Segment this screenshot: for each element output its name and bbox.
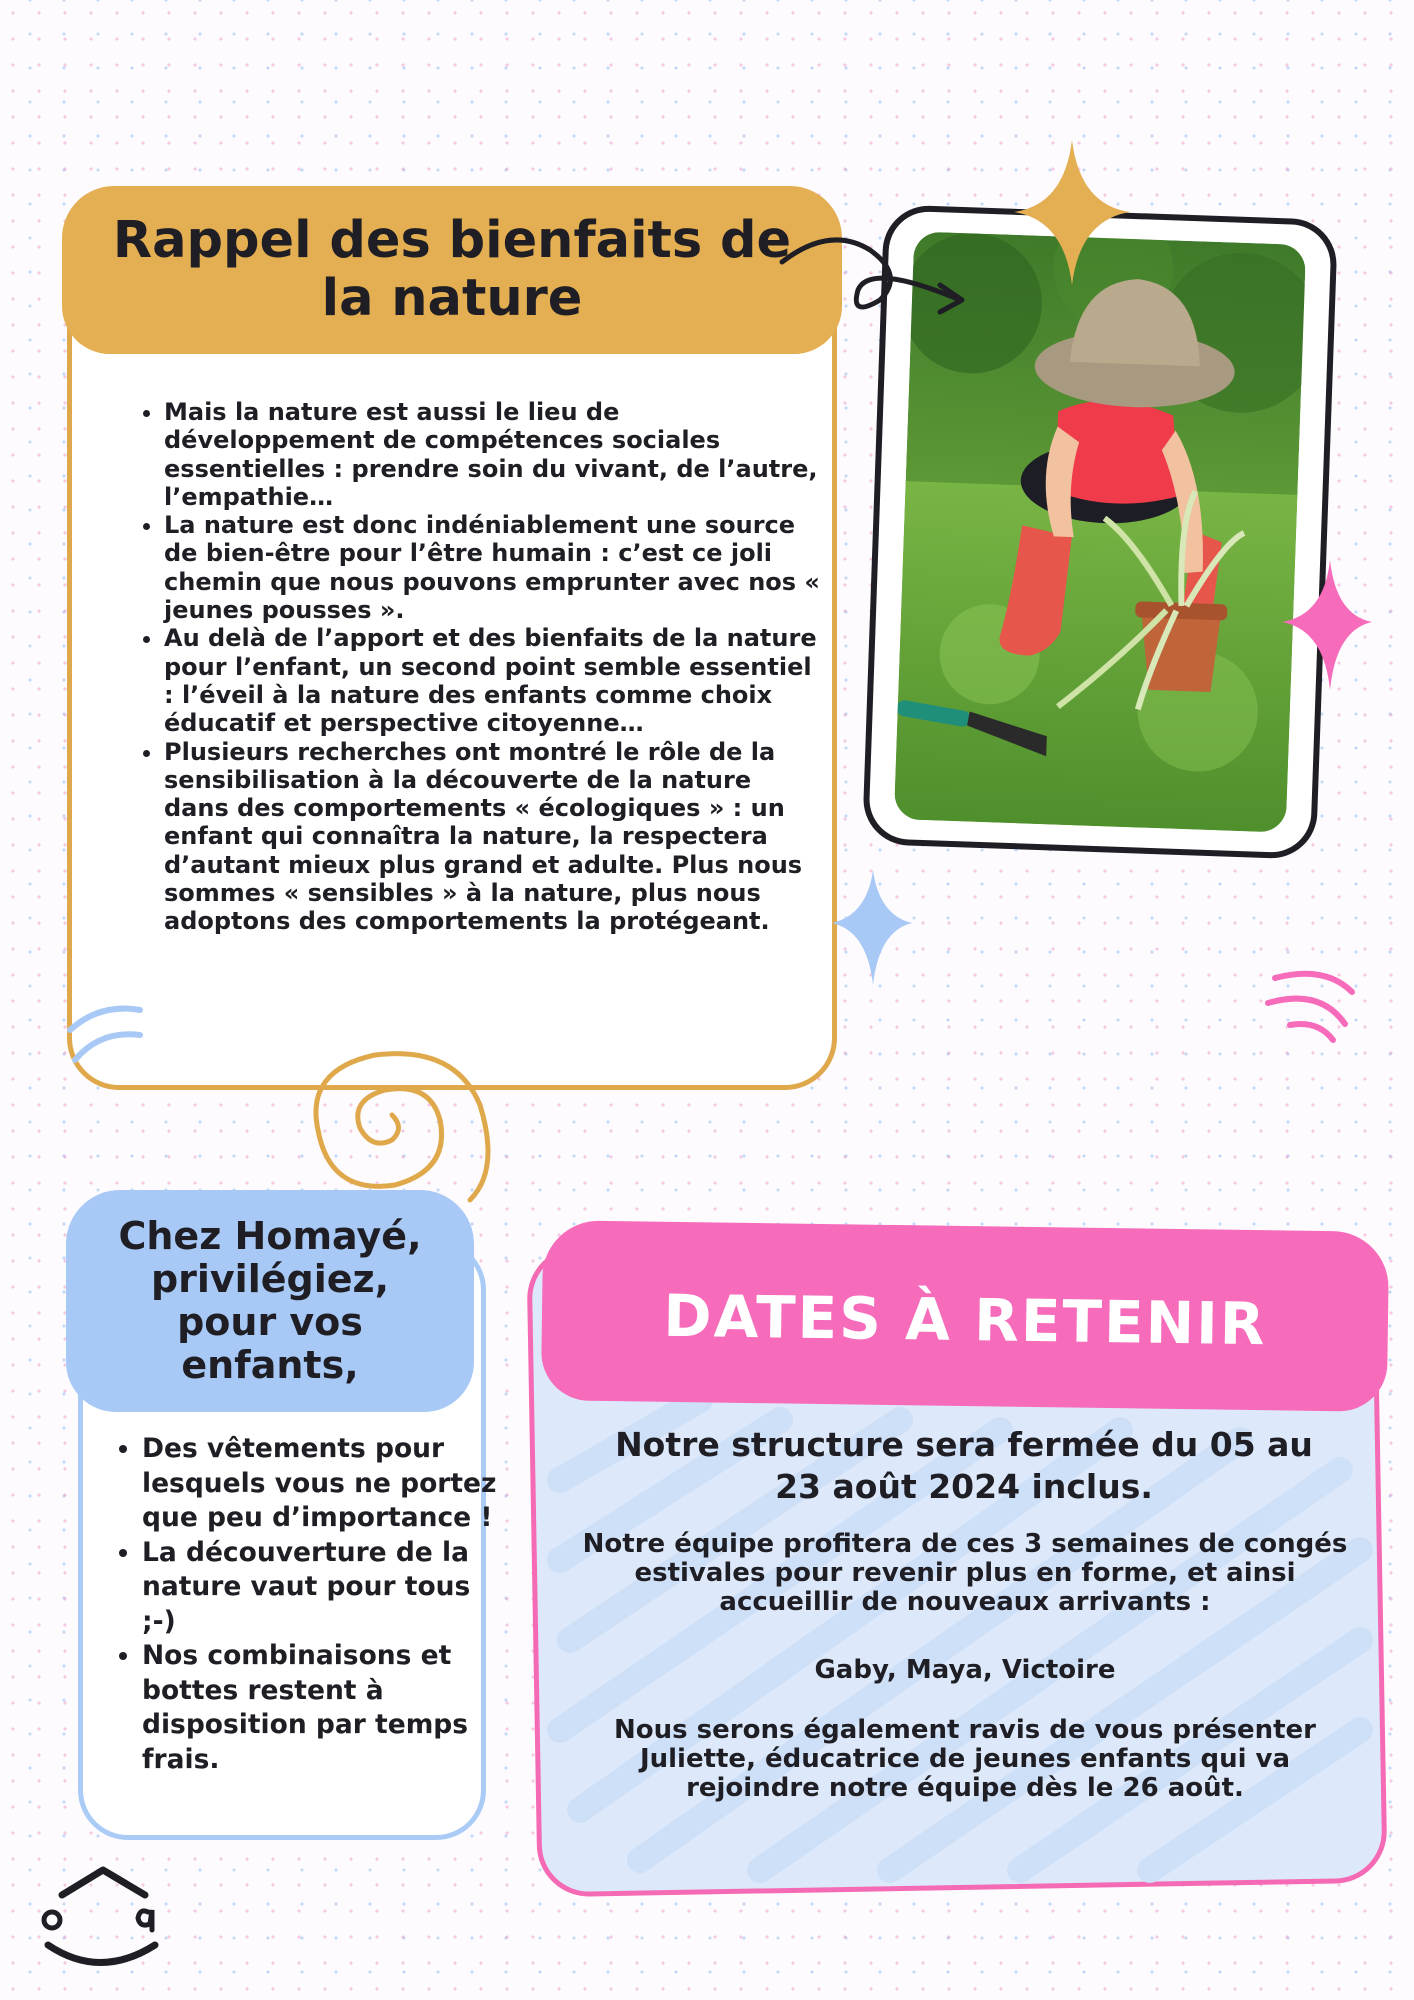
new-educator-text: Nous serons également ravis de vous présenter Juliette, éducatrice de jeunes enfants qui va rejoindre notre équipe dès le 26 août. (613, 1715, 1316, 1803)
arc-decoration-icon (1268, 999, 1345, 1024)
homaye-card-header (66, 1190, 474, 1412)
list-item: • Des vêtements pour lesquels vous ne portez que peu d’importance ! (142, 1432, 502, 1536)
child-gardening-photo (894, 231, 1306, 832)
dates-card-header (541, 1220, 1389, 1412)
arc-decoration-icon (1275, 974, 1352, 992)
nature-card-title: Rappel des bienfaits de la nature (112, 211, 792, 328)
nature-card-header (62, 186, 842, 354)
homaye-logo-icon (44, 1870, 155, 1963)
list-item: • Nos combinaisons et bottes restent à disposition par temps frais. (142, 1639, 502, 1777)
dates-card-title: DATES À RETENIR (662, 1281, 1267, 1359)
team-vacation-text: Notre équipe profitera de ces 3 semaines de congés estivales pour revenir plus en forme, et ainsi accueillir de nouveaux arrivants : (582, 1529, 1348, 1617)
sparkle-icon (832, 870, 912, 985)
new-arrivals-names: Gaby, Maya, Victoire (814, 1655, 1116, 1685)
nature-bullet-list (128, 398, 824, 936)
list-item: • Mais la nature est aussi le lieu de développement de compétences sociales essentielles : prendre soin du vivant, de l’autre, l’empathie… (164, 398, 824, 511)
homaye-bullet-list (108, 1432, 502, 1777)
list-item: • Plusieurs recherches ont montré le rôle de la sensibilisation à la découverte de la nature dans des comportements « écologiques » : un enfant qui connaîtra la nature, la respectera d’autant mieux plus grand et adulte. Plus nous sommes « sensibles » à la nature, plus nous adoptons des comportements la protégeant. (164, 738, 824, 936)
closure-notice: Notre structure sera fermée du 05 au 23 août 2024 inclus. (615, 1425, 1313, 1506)
list-item: • Au delà de l’apport et des bienfaits de la nature pour l’enfant, un second point semble essentiel : l’éveil à la nature des enfants comme choix éducatif et perspective citoyenne… (164, 624, 824, 737)
list-item: • La nature est donc indéniablement une source de bien-être pour l’être humain : c’est ce joli chemin que nous pouvons emprunter avec nos « jeunes pousses ». (164, 511, 824, 624)
homaye-card-title: Chez Homayé, privilégiez, pour vos enfants, (118, 1214, 422, 1387)
list-item: • La découverture de la nature vaut pour tous ;-) (142, 1536, 502, 1640)
arc-decoration-icon (1290, 1024, 1333, 1040)
